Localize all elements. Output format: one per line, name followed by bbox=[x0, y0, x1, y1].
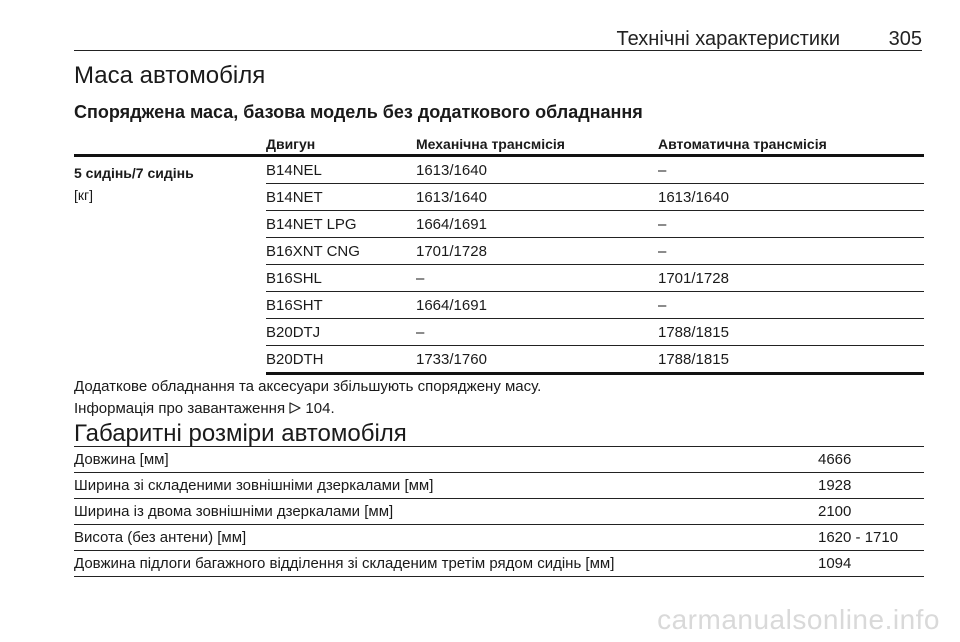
cell-engine: B16XNT CNG bbox=[266, 243, 360, 260]
table-row bbox=[266, 346, 924, 375]
cell-engine: B14NET bbox=[266, 189, 323, 206]
table-row bbox=[74, 551, 924, 577]
cell-manual: – bbox=[416, 324, 425, 341]
table-row bbox=[266, 157, 924, 184]
mass-table-header bbox=[74, 128, 924, 157]
cell-engine: B14NEL bbox=[266, 162, 322, 179]
table-row bbox=[74, 499, 924, 525]
cell-auto: – bbox=[658, 162, 667, 179]
dimensions-table bbox=[74, 446, 924, 577]
table-row bbox=[266, 265, 924, 292]
cell-manual: – bbox=[416, 270, 425, 287]
cell-engine: B16SHT bbox=[266, 297, 323, 314]
table-row bbox=[74, 473, 924, 499]
cell-auto: 1613/1640 bbox=[658, 189, 729, 206]
note-additional-equipment: Додаткове обладнання та аксесуари збільшують споряджену масу. bbox=[74, 378, 542, 395]
page-header bbox=[74, 24, 922, 51]
cell-auto: – bbox=[658, 216, 667, 233]
cell-manual: 1613/1640 bbox=[416, 162, 487, 179]
row-label-unit: [кг] bbox=[74, 187, 94, 203]
cell-auto: – bbox=[658, 297, 667, 314]
watermark: carmanualsonline.info bbox=[657, 604, 940, 635]
dim-label: Довжина [мм] bbox=[74, 451, 169, 468]
table-row bbox=[74, 525, 924, 551]
row-label-seats: 5 сидінь/7 сидінь bbox=[74, 165, 194, 181]
table-row bbox=[266, 319, 924, 346]
dim-value: 2100 bbox=[818, 503, 852, 520]
col-header-auto: Автоматична трансмісія bbox=[658, 136, 827, 152]
cell-auto: 1788/1815 bbox=[658, 351, 729, 368]
reference-arrow-icon bbox=[289, 402, 301, 414]
col-header-engine: Двигун bbox=[266, 136, 316, 152]
note-loading-info bbox=[74, 400, 335, 417]
dim-label: Висота (без антени) [мм] bbox=[74, 529, 247, 546]
section-title-mass: Маса автомобіля bbox=[74, 62, 266, 89]
dim-label: Ширина із двома зовнішніми дзеркалами [мм] bbox=[74, 503, 394, 520]
cell-engine: B16SHL bbox=[266, 270, 322, 287]
section-title-dimensions: Габаритні розміри автомобіля bbox=[74, 420, 407, 447]
cell-manual: 1613/1640 bbox=[416, 189, 487, 206]
col-header-manual: Механічна трансмісія bbox=[416, 136, 565, 152]
note-loading-text: Інформація про завантаження bbox=[74, 400, 286, 417]
cell-auto: – bbox=[658, 243, 667, 260]
cell-auto: 1788/1815 bbox=[658, 324, 729, 341]
table-row bbox=[266, 292, 924, 319]
dim-label: Ширина зі складеними зовнішніми дзеркалами [мм] bbox=[74, 477, 434, 494]
cell-manual: 1733/1760 bbox=[416, 351, 487, 368]
header-title: Технічні характеристики bbox=[616, 28, 840, 50]
dim-value: 4666 bbox=[818, 451, 852, 468]
mass-table-body bbox=[266, 157, 924, 375]
cell-manual: 1664/1691 bbox=[416, 297, 487, 314]
dim-value: 1094 bbox=[818, 555, 852, 572]
table-row bbox=[266, 184, 924, 211]
cell-engine: B20DTH bbox=[266, 351, 324, 368]
table-row bbox=[266, 238, 924, 265]
cell-manual: 1701/1728 bbox=[416, 243, 487, 260]
page-reference-link[interactable]: 104. bbox=[305, 400, 335, 417]
section-subtitle-mass: Споряджена маса, базова модель без додаткового обладнання bbox=[74, 102, 643, 122]
dim-label: Довжина підлоги багажного відділення зі складеним третім рядом сидінь [мм] bbox=[74, 555, 615, 572]
table-row bbox=[74, 447, 924, 473]
cell-engine: B20DTJ bbox=[266, 324, 321, 341]
table-row bbox=[266, 211, 924, 238]
dim-value: 1928 bbox=[818, 477, 852, 494]
cell-auto: 1701/1728 bbox=[658, 270, 729, 287]
cell-engine: B14NET LPG bbox=[266, 216, 357, 233]
cell-manual: 1664/1691 bbox=[416, 216, 487, 233]
page-number: 305 bbox=[888, 28, 922, 50]
dim-value: 1620 - 1710 bbox=[818, 529, 899, 546]
